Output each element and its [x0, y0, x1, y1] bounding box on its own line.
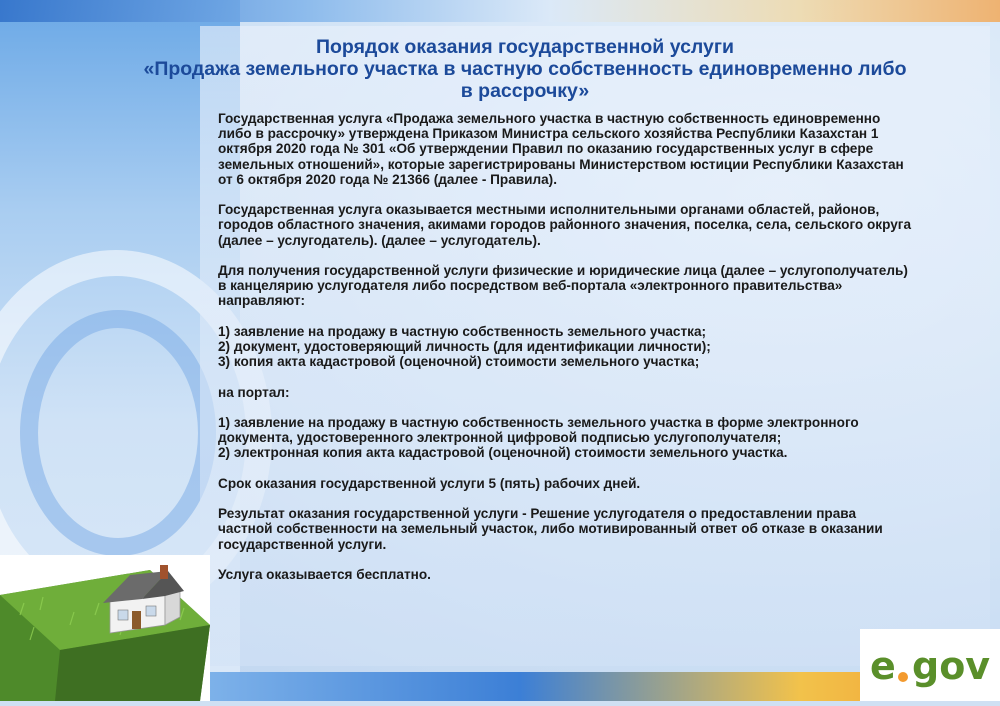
- text-line: направляют:: [218, 293, 306, 309]
- list-portal-documents: [218, 415, 988, 461]
- text-line: частной собственности на земельный участок, либо мотивированный ответ об отказе в оказании: [218, 521, 883, 537]
- text-line: Результат оказания государственной услуги - Решение услугодателя о предоставлении права: [218, 506, 857, 522]
- list-item: 1) заявление на продажу в частную собственность земельного участка в форме электронного: [218, 414, 859, 430]
- list-item: документа, удостоверенного электронной цифровой подписью услугополучателя;: [218, 430, 782, 446]
- text-line: Государственная услуга оказывается местными исполнительными органами областей, районов,: [218, 202, 880, 218]
- text-line: Государственная услуга «Продажа земельного участка в частную собственность единовременно: [218, 111, 881, 126]
- text-line: на портал:: [218, 384, 290, 400]
- paragraph-cost: [218, 567, 988, 582]
- page-title: [60, 36, 990, 102]
- portal-heading: [218, 385, 988, 400]
- title-line: в рассрочку»: [460, 80, 590, 102]
- text-line: Услуга оказывается бесплатно.: [218, 566, 431, 582]
- egov-logo: [860, 629, 1000, 701]
- paragraph-term: [218, 476, 988, 491]
- egov-dot-icon: [898, 672, 908, 682]
- list-item: 3) копия акта кадастровой (оценочной) стоимости земельного участка;: [218, 354, 700, 370]
- text-line: октября 2020 года № 301 «Об утверждении Правил по оказанию государственных услуг в сфере: [218, 141, 874, 157]
- text-line: Для получения государственной услуги физические и юридические лица (далее – услугополучатель): [218, 263, 908, 278]
- list-item: 2) документ, удостоверяющий личность (для идентификации личности);: [218, 339, 711, 354]
- text-line: городов областного значения, акимами городов районного значения, поселка, села, сельского округа: [218, 217, 912, 233]
- text-line: государственной услуги.: [218, 536, 387, 552]
- body-text: [218, 111, 988, 597]
- top-decorative-stripe: [0, 0, 1000, 22]
- text-line: в канцелярию услугодателя либо посредством веб-портала «электронного правительства»: [218, 278, 843, 294]
- paragraph-how-to-apply: [218, 263, 988, 309]
- paragraph-result: [218, 506, 988, 552]
- egov-gov-text: gov: [912, 644, 991, 688]
- list-item: 1) заявление на продажу в частную собственность земельного участка;: [218, 323, 707, 339]
- house-on-grass-illustration: [0, 555, 210, 701]
- egov-logo-mark: [860, 629, 1000, 701]
- paragraph-provider: [218, 202, 988, 248]
- text-line: земельных отношений», которые зарегистрированы Министерством юстиции Республики Казахстан: [218, 156, 904, 172]
- title-line: «Продажа земельного участка в частную собственность единовременно либо: [143, 58, 907, 80]
- list-office-documents: [218, 324, 988, 370]
- text-line: от 6 октября 2020 года № 21366 (далее - Правила).: [218, 171, 557, 187]
- decorative-arc: [20, 310, 216, 556]
- egov-e-letter: e: [870, 644, 896, 688]
- title-line: Порядок оказания государственной услуги: [315, 36, 734, 58]
- text-line: (далее – услугодатель). (далее – услугодатель).: [218, 232, 541, 248]
- text-line: либо в рассрочку» утверждена Приказом Министра сельского хозяйства Республики Казахстан 1: [218, 126, 879, 142]
- list-item: 2) электронная копия акта кадастровой (оценочной) стоимости земельного участка.: [218, 445, 788, 461]
- paragraph-legal-basis: [218, 111, 988, 187]
- text-line: Срок оказания государственной услуги 5 (пять) рабочих дней.: [218, 475, 641, 491]
